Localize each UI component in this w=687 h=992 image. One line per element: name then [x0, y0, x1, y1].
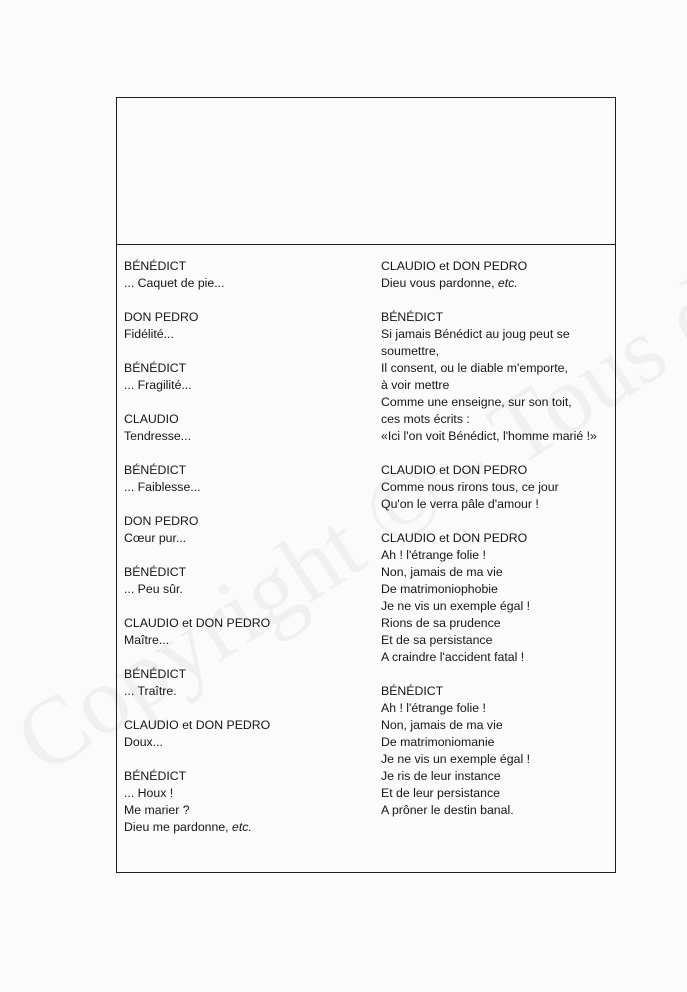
speaker-name: BÉNÉDICT	[124, 463, 187, 477]
speech-block	[124, 666, 364, 700]
dialogue-line: Comme une enseigne, sur son toit,	[381, 395, 572, 409]
speech-block	[124, 615, 364, 649]
left-column	[124, 258, 364, 853]
dialogue-line: «Ici l'on voit Bénédict, l'homme marié !»	[381, 429, 597, 443]
dialogue-line: Fidélité...	[124, 327, 174, 341]
speech-block	[381, 309, 613, 445]
speaker-name: CLAUDIO et DON PEDRO	[124, 616, 271, 630]
dialogue-line: Doux...	[124, 735, 163, 749]
speaker-name: BÉNÉDICT	[124, 361, 187, 375]
speaker-name: BÉNÉDICT	[124, 259, 187, 273]
right-column	[381, 258, 613, 836]
speaker-name: BÉNÉDICT	[124, 565, 187, 579]
dialogue-line: Maître...	[124, 633, 170, 647]
dialogue-line: Cœur pur...	[124, 531, 187, 545]
dialogue-line: Et de leur persistance	[381, 786, 500, 800]
dialogue-line: Je ne vis un exemple égal !	[381, 752, 531, 766]
dialogue-line: Qu'on le verra pâle d'amour !	[381, 497, 539, 511]
dialogue-line: ... Fragilité...	[124, 378, 192, 392]
dialogue-line: Tendresse...	[124, 429, 191, 443]
dialogue-line: ... Faiblesse...	[124, 480, 201, 494]
dialogue-line: ... Caquet de pie...	[124, 276, 225, 290]
dialogue-line: à voir mettre	[381, 378, 450, 392]
dialogue-line: Comme nous rirons tous, ce jour	[381, 480, 559, 494]
speaker-name: BÉNÉDICT	[381, 310, 444, 324]
dialogue-line: Si jamais Bénédict au joug peut se	[381, 327, 570, 341]
dialogue-line	[124, 819, 364, 836]
speaker-name: DON PEDRO	[124, 310, 199, 324]
speech-block	[381, 683, 613, 819]
dialogue-text: Dieu me pardonne,	[124, 820, 233, 834]
empty-header-box	[117, 98, 615, 245]
dialogue-line: Je ris de leur instance	[381, 769, 501, 783]
speaker-name: DON PEDRO	[124, 514, 199, 528]
speaker-name: BÉNÉDICT	[124, 769, 187, 783]
dialogue-line: ... Traître.	[124, 684, 177, 698]
speaker-name: BÉNÉDICT	[381, 684, 444, 698]
speech-block	[124, 513, 364, 547]
dialogue-line: Rions de sa prudence	[381, 616, 501, 630]
dialogue-line: Et de sa persistance	[381, 633, 493, 647]
speech-block	[381, 258, 613, 292]
dialogue-line: soumettre,	[381, 344, 440, 358]
speech-block	[124, 564, 364, 598]
speech-block	[381, 530, 613, 666]
dialogue-line	[381, 275, 613, 292]
speech-block	[124, 462, 364, 496]
dialogue-line: Je ne vis un exemple égal !	[381, 599, 531, 613]
speaker-name: CLAUDIO et DON PEDRO	[381, 259, 528, 273]
dialogue-line: Ah ! l'étrange folie !	[381, 701, 486, 715]
speaker-name: BÉNÉDICT	[124, 667, 187, 681]
dialogue-line: A craindre l'accident fatal !	[381, 650, 525, 664]
speech-block	[124, 258, 364, 292]
etc-italic: etc.	[497, 276, 518, 290]
speaker-name: CLAUDIO et DON PEDRO	[124, 718, 271, 732]
dialogue-line: Ah ! l'étrange folie !	[381, 548, 486, 562]
speech-block	[124, 411, 364, 445]
speech-block	[381, 462, 613, 513]
dialogue-text: Dieu vous pardonne,	[381, 276, 498, 290]
dialogue-line: Me marier ?	[124, 803, 190, 817]
speaker-name: CLAUDIO	[124, 412, 179, 426]
dialogue-line: Non, jamais de ma vie	[381, 718, 503, 732]
speech-block	[124, 309, 364, 343]
dialogue-line: Non, jamais de ma vie	[381, 565, 503, 579]
speaker-name: CLAUDIO et DON PEDRO	[381, 531, 528, 545]
dialogue-line: ... Peu sûr.	[124, 582, 183, 596]
dialogue-line: ... Houx !	[124, 786, 174, 800]
dialogue-line: Il consent, ou le diable m'emporte,	[381, 361, 568, 375]
dialogue-line: De matrimoniophobie	[381, 582, 498, 596]
dialogue-line: ces mots écrits :	[381, 412, 470, 426]
etc-italic: etc.	[232, 820, 252, 834]
speech-block	[124, 360, 364, 394]
dialogue-line: De matrimoniomanie	[381, 735, 495, 749]
speech-block	[124, 768, 364, 836]
speech-block	[124, 717, 364, 751]
dialogue-line: A prôner le destin banal.	[381, 803, 514, 817]
speaker-name: CLAUDIO et DON PEDRO	[381, 463, 528, 477]
page-frame	[116, 97, 616, 873]
